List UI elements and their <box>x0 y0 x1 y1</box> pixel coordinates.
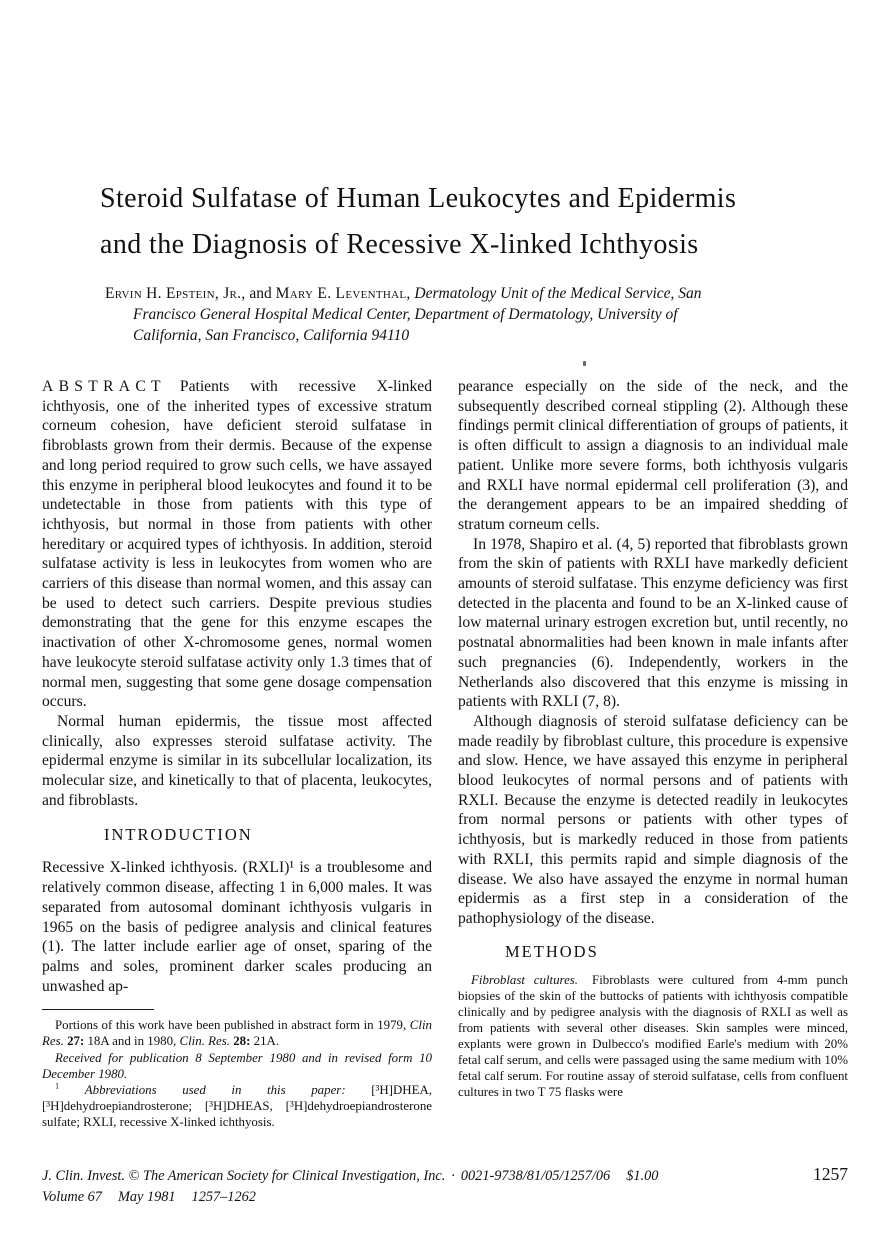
two-column-body <box>42 377 848 1130</box>
author-conjunction: and <box>245 285 276 302</box>
author-name-1: Ervin H. Epstein, Jr., <box>105 285 246 302</box>
abbreviations-lead: Abbreviations used in this paper: <box>84 1082 372 1097</box>
footer-volume: Volume 67 <box>42 1189 102 1205</box>
right-column <box>458 377 848 1130</box>
footer-page-range: 1257–1262 <box>191 1189 256 1205</box>
journal-footer <box>42 1164 848 1208</box>
footnote-received: Received for publication 8 September 1980 and in revised form 10 December 1980. <box>42 1050 432 1081</box>
methods-heading: METHODS <box>505 941 599 961</box>
page-number: 1257 <box>813 1164 848 1184</box>
methods-lead-in: Fibroblast cultures. <box>471 972 579 987</box>
footnote-marker: 1 <box>55 1081 60 1091</box>
left-column <box>42 377 432 1130</box>
article-title <box>100 176 830 268</box>
footnote-block <box>42 1017 432 1130</box>
body-paragraph-continuation: pearance especially on the side of the neck, and the subsequently described corneal stippling (2). Although these findings permit clinical differentiation of groups of patients, it is often difficult to assign a diagnosis to an individual male patient. Unlike more severe forms, both ichthyosis vulgaris and RXLI have normal epidermal cell proliferation (3), and the derangement appears to be an impaired shedding of stratum corneum cells. <box>458 378 848 533</box>
footer-price: $1.00 <box>626 1168 659 1184</box>
abstract-text-1: Patients with recessive X-linked ichthyosis, one of the inherited types of excessive stratum corneum cohesion, have deficient steroid sulfatase in fibroblasts grown from their dermis. Because of the expense and long period required to grow such cells, we have assayed this enzyme in peripheral blood leukocytes and found it to be undetectable in those from patients with this type of ichthyosis, but normal in those from patients with other hereditary or acquired types of ichthyosis. In addition, steroid sulfatase activity is less in leukocytes from women who are carriers of this disease than normal women, and this assay can be used to detect such carriers. Despite previous studies demonstrating that the gene for this enzyme escapes the inactivation of other X-chromosome genes, normal women have leukocyte steroid sulfatase activity only 1.3 times that of normal men, suggesting that some gene dosage compensation occurs. <box>42 378 432 711</box>
footer-line-2 <box>42 1187 848 1208</box>
abbreviations-list: [³H]DHEA, [³H]dehydroepiandrosterone; [³H]DHEAS, [³H]dehydroepiandrosterone sulfate; RXLI, recessive X-linked ichthyosis. <box>42 1082 432 1129</box>
introduction-paragraph-1: Recessive X-linked ichthyosis. (RXLI)¹ is a troublesome and relatively common disease, affecting 1 in 6,000 males. It was separated from autosomal dominant ichthyosis vulgaris in 1965 on the basis of pedigree analysis and clinical features (1). The latter include earlier age of onset, sparing of the palms and soles, prominent darker scales producing an unwashed ap- <box>42 859 432 995</box>
introduction-heading: INTRODUCTION <box>104 825 253 845</box>
journal-abbrev-1: Clin Res. <box>42 1018 432 1049</box>
footer-line-1 <box>42 1164 848 1187</box>
author-name-2: Mary E. Leventhal, <box>275 285 411 302</box>
abstract-label: ABSTRACT <box>42 378 166 395</box>
abstract-paragraph-2: Normal human epidermis, the tissue most affected clinically, also expresses steroid sulfatase activity. The epidermal enzyme is similar in its subcellular localization, its molecular size, and kinetically to that of placenta, leukocytes, and fibroblasts. <box>42 712 432 809</box>
article-title-line2: and the Diagnosis of Recessive X-linked Ichthyosis <box>100 229 699 260</box>
footer-issn-code: 0021-9738/81/05/1257/06 <box>460 1168 611 1184</box>
article-title-line1: Steroid Sulfatase of Human Leukocytes and Epidermis <box>100 183 737 214</box>
footnote-divider <box>42 1009 154 1010</box>
journal-abbrev-2: Clin. Res. <box>179 1034 234 1049</box>
scan-artifact-speck <box>583 361 586 366</box>
volume-number-1: 27: <box>67 1034 85 1049</box>
footer-copyright: J. Clin. Invest. © The American Society for Clinical Investigation, Inc. · 0021-9738/81/05/1257/06 $1.00 <box>42 1168 659 1184</box>
volume-number-2: 28: <box>233 1034 251 1049</box>
footer-date: May 1981 <box>117 1189 176 1205</box>
methods-text-1: Fibroblasts were cultured from 4-mm punch biopsies of the skin of the buttocks of patients with ichthyosis compatible clinically and by pedigree analysis with the diagnosis of RXLI as well as from patients with several other diseases. Skin samples were minced, explants were grown in Dulbecco's modified Earle's medium with 20% fetal calf serum, and cells were passaged using the same medium with 10% fetal calf serum. For routine assay of steroid sulfatase, cells from confluent cultures in two T 75 flasks were <box>458 972 849 1100</box>
authors-affiliation <box>105 283 733 346</box>
body-paragraph-2: In 1978, Shapiro et al. (4, 5) reported that fibroblasts grown from the skin of patients with RXLI have markedly deficient amounts of steroid sulfatase. This enzyme deficiency was first detected in the placenta and found to be an X-linked cause of low maternal urinary estrogen excretion but, until recently, no postnatal abnormalities had been known in male infants after such pregnancies (6). Independently, workers in the Netherlands also discovered that this enzyme is missing in patients with RXLI (7, 8). <box>458 535 848 711</box>
footnote-abbreviations <box>42 1082 432 1130</box>
body-paragraph-3: Although diagnosis of steroid sulfatase deficiency can be made readily by fibroblast culture, this procedure is expensive and slow. Hence, we have assayed this enzyme in peripheral blood leukocytes of normal persons and of patients with RXLI. Because the enzyme is detected readily in leukocytes from normal persons or patients with other types of ichthyosis, but is markedly reduced in those from patients with RXLI, this permits rapid and simple diagnosis of the disease. We also have assayed the enzyme in normal human epidermis as a first step in a consideration of the pathophysiology of the disease. <box>458 712 848 927</box>
methods-paragraph-1 <box>458 972 848 1101</box>
footnote-published: Portions of this work have been published in abstract form in 1979, Clin Res. 27: 18A and in 1980, Clin. Res. 28: 21A. <box>42 1018 432 1049</box>
affiliation-text: Dermatology Unit of the Medical Service, San Francisco General Hospital Medical Center, Department of Dermatology, University of California, San Francisco, California 94110 <box>133 285 702 344</box>
abstract-paragraph-1 <box>42 377 432 712</box>
footer-separator-dot: · <box>451 1168 455 1184</box>
